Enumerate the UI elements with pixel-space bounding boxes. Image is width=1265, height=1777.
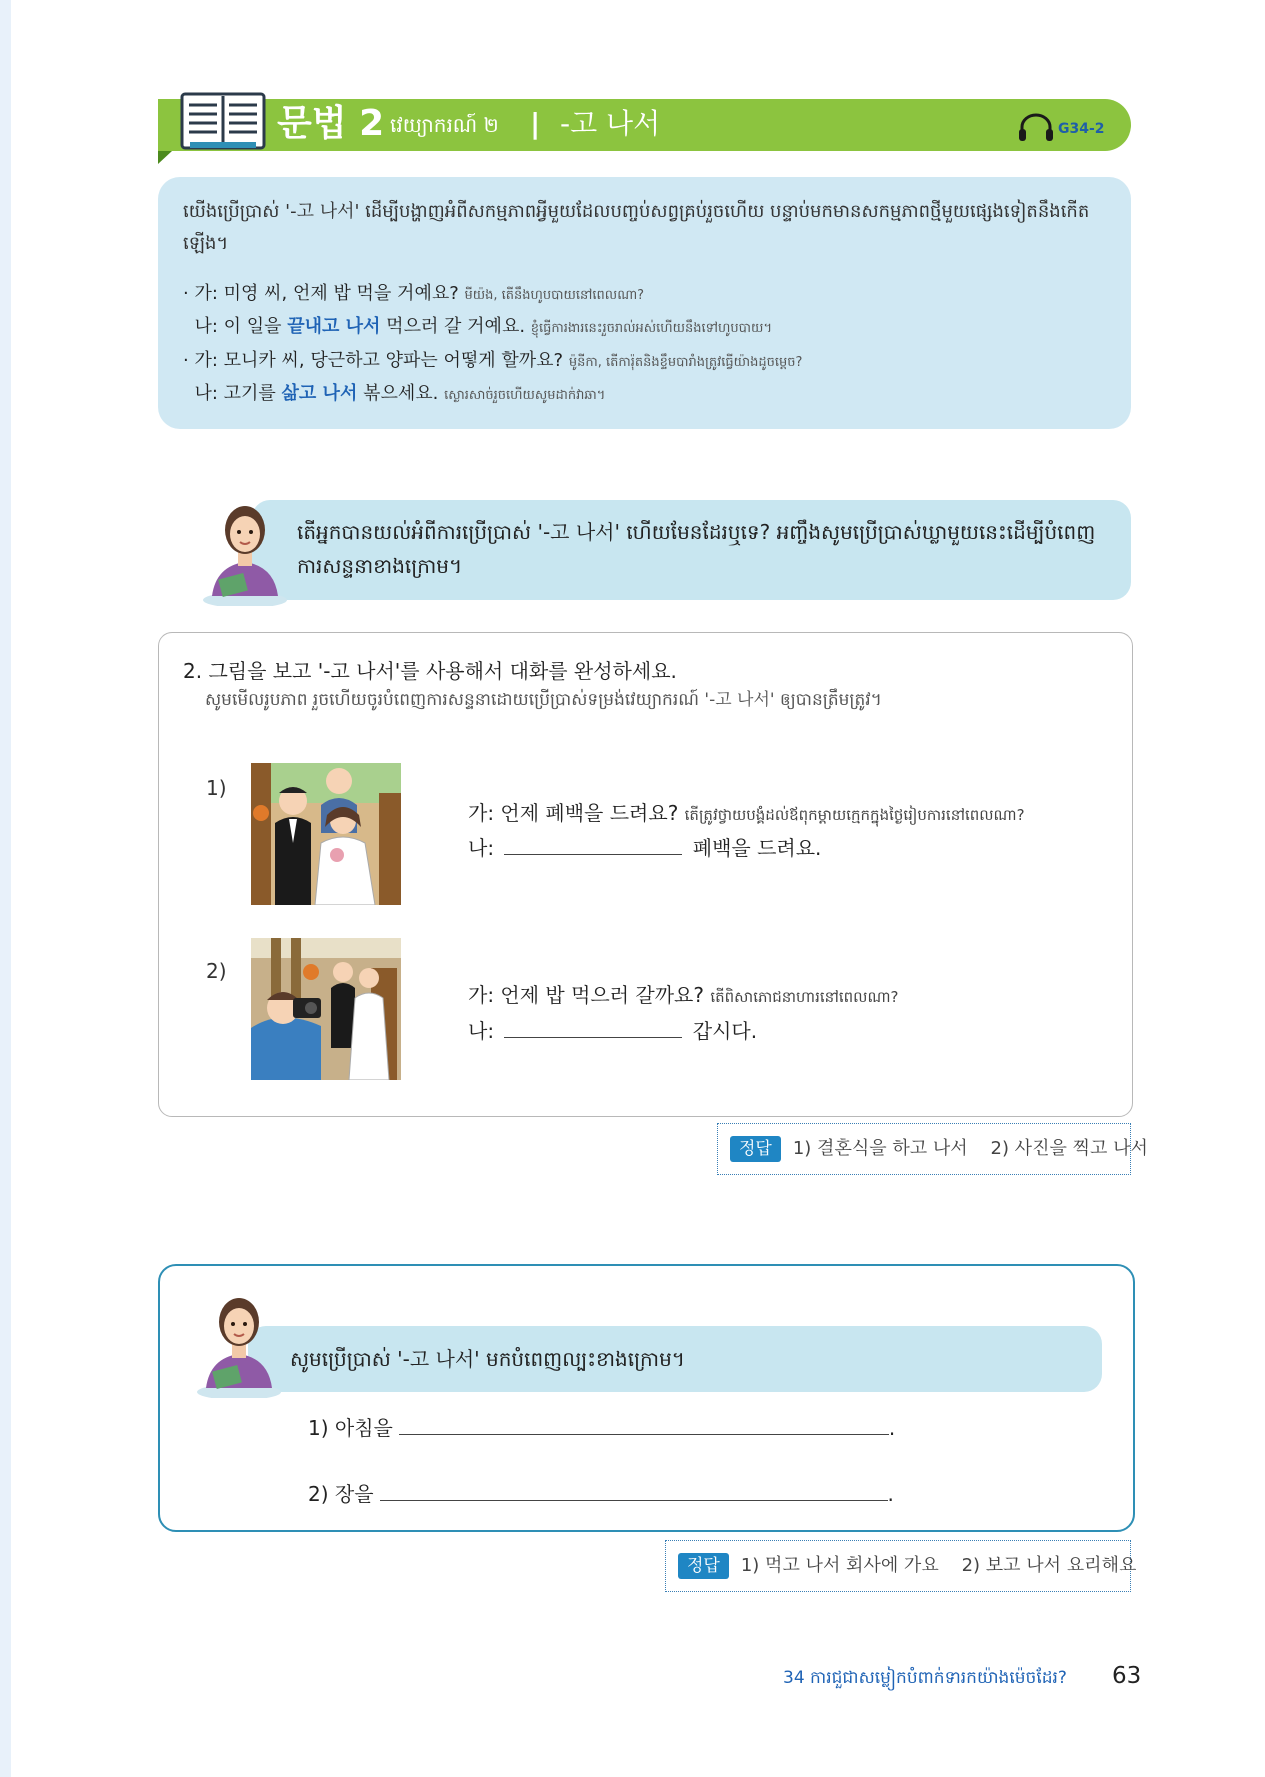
answer-key-box — [717, 1123, 1148, 1175]
left-margin-strip — [0, 0, 11, 1777]
wedding-couple-image — [251, 763, 401, 905]
practice-item: 2) 장을 . — [308, 1482, 894, 1506]
footer-chapter: 34 ការជួជាសម្លៀកបំពាក់ទារកយ៉ាងម៉េចដែរ? — [783, 1668, 1067, 1688]
answer-tag: 정답 — [730, 1136, 781, 1162]
grammar-khmer-label: វេយ្យាករណ៍ ២ — [390, 113, 499, 137]
open-book-icon — [180, 92, 266, 150]
teacher-avatar — [200, 496, 290, 606]
dialogue-question: 가: 언제 밥 먹으러 갈까요? តើពិសាភោជនាហារនៅពេលណា? — [468, 983, 899, 1007]
example-line: · 가: 모니카 씨, 당근하고 양파는 어떻게 할까요? ម៉ូនីកា, តើការ៉ុតនិងខ្ទឹមបារាំងត្រូវធ្វើយ៉ាងដូចម្តេច? — [183, 350, 803, 371]
answer-text: 1) 결혼식을 하고 나서 2) 사진을 찍고 나서 — [792, 1138, 1148, 1159]
item-number: 1) — [206, 776, 227, 800]
dialogue-question: 가: 언제 폐백을 드려요? តើត្រូវថ្វាយបង្គំដល់ឪពុកម្តាយក្មេកក្នុងថ្ងៃរៀបការនៅពេលណា? — [468, 801, 1025, 825]
audio-track-code[interactable]: G34-2 — [1058, 121, 1105, 137]
practice-blank[interactable] — [399, 1416, 889, 1435]
example-line: · 가: 미영 씨, 언제 밥 먹을 거예요? មីយ៉ង, តើនឹងហូបបាយនៅពេលណា? — [183, 283, 645, 304]
headphone-icon[interactable] — [1018, 112, 1054, 142]
exercise-title: 2. 그림을 보고 '-고 나서'를 사용해서 대화를 완성하세요. — [183, 659, 677, 683]
answer-key-box — [665, 1540, 1137, 1592]
answer-blank[interactable] — [504, 836, 682, 855]
teacher-avatar — [194, 1288, 284, 1398]
grammar-title: 문법 2 — [277, 103, 385, 144]
page-number: 63 — [1112, 1663, 1142, 1689]
item-number: 2) — [206, 959, 227, 983]
answer-blank[interactable] — [504, 1019, 682, 1038]
photographer-image — [251, 938, 401, 1080]
exercise-subtitle: សូមមើលរូបភាព រួចហើយចូរបំពេញការសន្ទនាដោយប្រើប្រាស់ទម្រង់វេយ្យាករណ៍ '-고 나서' ឲ្យបានត្រឹមត្រូវ។ — [205, 690, 882, 710]
practice-item: 1) 아침을 . — [308, 1416, 896, 1440]
banner-separator: | — [530, 107, 541, 140]
example-line: 나: 고기를 삶고 나서 볶으세요. ស្ងោរសាច់រួចហើយសូមដាក់វាឆា។ — [183, 383, 606, 404]
practice-blank[interactable] — [380, 1482, 888, 1501]
answer-text: 1) 먹고 나서 회사에 가요 2) 보고 나서 요리해요 — [740, 1555, 1137, 1576]
dialogue-answer: 나: 갑시다. — [468, 1019, 758, 1043]
dialogue-answer: 나: 폐백을 드려요. — [468, 836, 822, 860]
practice-instruction: សូមប្រើប្រាស់ '-고 나서' មកបំពេញល្បះខាងក្រោម។ — [290, 1347, 685, 1371]
example-line: 나: 이 일을 끝내고 나서 먹으러 갈 거예요. ខ្ញុំធ្វើការងារនេះរួចរាល់អស់ហើយនឹងទៅហូបបាយ។ — [183, 316, 773, 337]
answer-tag: 정답 — [678, 1553, 729, 1579]
grammar-form: -고 나서 — [560, 107, 661, 140]
question-text: តើអ្នកបានយល់អំពីការប្រើប្រាស់ '-고 나서' ហើយមែនដែរឬទេ? អញ្ចឹងសូមប្រើប្រាស់ឃ្លាមួយនេះដើម្បីបំពេញការសន្ទនាខាងក្រោម។ — [297, 520, 1096, 578]
banner-fold — [158, 151, 172, 164]
explanation-text: យើងប្រើប្រាស់ '-고 나서' ដើម្បីបង្ហាញអំពីសកម្មភាពអ្វីមួយដែលបញ្ចប់សព្វគ្រប់រួចហើយ បន្ទាប់មកមានសកម្មភាពថ្មីមួយផ្សេងទៀតនឹងកើតឡើង។ — [183, 201, 1090, 254]
